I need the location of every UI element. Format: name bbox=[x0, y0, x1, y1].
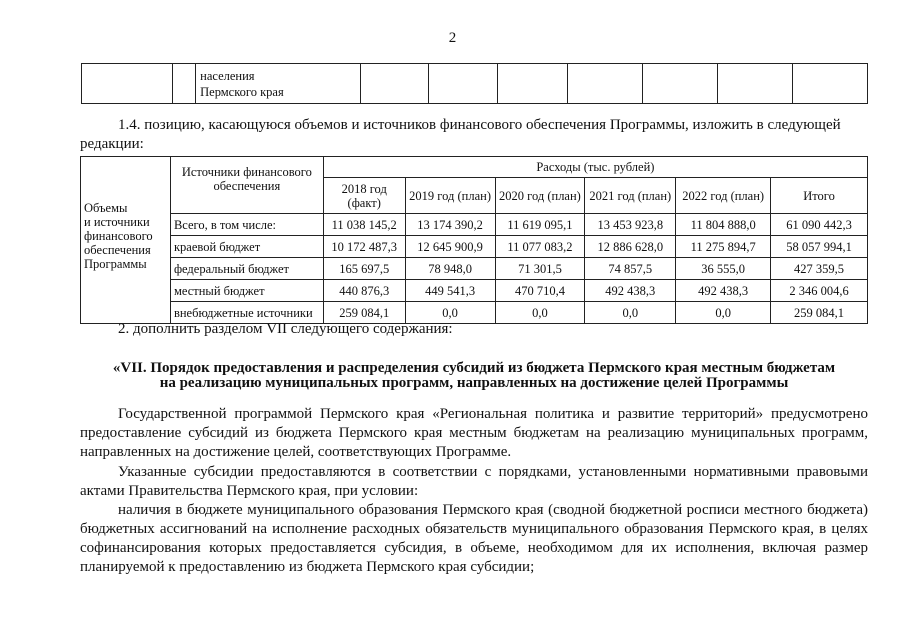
item-1-4-paragraph bbox=[80, 116, 868, 135]
financing-table bbox=[80, 156, 868, 324]
cell-text-line: Пермского края bbox=[200, 85, 284, 99]
table-row bbox=[81, 280, 868, 302]
cell-text-line: населения bbox=[200, 69, 255, 83]
table-cell: 13 453 923,8 bbox=[585, 214, 676, 236]
table-row bbox=[81, 214, 868, 236]
table-row bbox=[81, 258, 868, 280]
table-cell bbox=[429, 64, 498, 104]
row-header-line: Программы bbox=[84, 257, 147, 271]
column-header: 2020 год (план) bbox=[495, 178, 585, 214]
table-cell bbox=[642, 64, 717, 104]
table-cell bbox=[717, 64, 792, 104]
row-label: внебюджетные источники bbox=[170, 302, 323, 324]
table-cell: 0,0 bbox=[405, 302, 495, 324]
table-cell: 12 645 900,9 bbox=[405, 236, 495, 258]
row-header-line: и источники bbox=[84, 215, 150, 229]
column-header: 2019 год (план) bbox=[405, 178, 495, 214]
table-cell: 11 038 145,2 bbox=[323, 214, 405, 236]
paragraph-2: Указанные субсидии предоставляются в соответствии с порядками, установленными нормативными правовыми актами Правительства Пермского края, при условии: bbox=[80, 464, 868, 499]
table-cell: 259 084,1 bbox=[771, 302, 868, 324]
sources-header-cell bbox=[170, 157, 323, 214]
table-cell bbox=[173, 64, 196, 104]
table-cell: 492 438,3 bbox=[676, 280, 771, 302]
table-cell: 71 301,5 bbox=[495, 258, 585, 280]
table-cell: 12 886 628,0 bbox=[585, 236, 676, 258]
table-cell: 2 346 004,6 bbox=[771, 280, 868, 302]
table-cell: 0,0 bbox=[676, 302, 771, 324]
table-cell bbox=[567, 64, 642, 104]
expenses-header: Расходы (тыс. рублей) bbox=[323, 157, 867, 178]
column-header: 2022 год (план) bbox=[676, 178, 771, 214]
item-2-paragraph: 2. дополнить разделом VII следующего содержания: bbox=[118, 321, 453, 337]
table-cell: 11 619 095,1 bbox=[495, 214, 585, 236]
table-cell: 259 084,1 bbox=[323, 302, 405, 324]
row-label: местный бюджет bbox=[170, 280, 323, 302]
section-heading-line1: «VII. Порядок предоставления и распределения субсидий из бюджета Пермского края местным бюджетам bbox=[112, 360, 836, 376]
sources-header-line: Источники финансового bbox=[181, 165, 312, 179]
row-header-cell bbox=[81, 157, 171, 324]
item-1-4-line2: редакции: bbox=[80, 136, 144, 152]
column-header: 2021 год (план) bbox=[585, 178, 676, 214]
year-header-line: 2018 год bbox=[341, 181, 387, 196]
table-cell: 11 077 083,2 bbox=[495, 236, 585, 258]
section-heading-line2: на реализацию муниципальных программ, направленных на достижение целей Программы bbox=[159, 375, 789, 391]
table-cell bbox=[498, 64, 567, 104]
table-cell: 11 275 894,7 bbox=[676, 236, 771, 258]
row-header-line: Объемы bbox=[84, 201, 128, 215]
table-cell: 61 090 442,3 bbox=[771, 214, 868, 236]
table-cell: 13 174 390,2 bbox=[405, 214, 495, 236]
row-header-line: финансового bbox=[84, 229, 153, 243]
row-label: краевой бюджет bbox=[170, 236, 323, 258]
column-header: Итого bbox=[771, 178, 868, 214]
row-label: федеральный бюджет bbox=[170, 258, 323, 280]
table-cell: 0,0 bbox=[495, 302, 585, 324]
paragraph-3: наличия в бюджете муниципального образования Пермского края (сводной бюджетной росписи местного бюджета) бюджетных ассигнований на исполнение расходных обязательств муниципального образования Пермского края, в целях софинансирования которых предоставляется субсидия, в объеме, необходимом для их исполнения, включая размер планируемой к предоставлению из бюджета Пермского края субсидии; bbox=[80, 502, 868, 575]
previous-table-fragment bbox=[81, 63, 868, 104]
table-cell: 74 857,5 bbox=[585, 258, 676, 280]
paragraph-1: Государственной программой Пермского края «Региональная политика и развитие территорий» предусмотрено предоставление субсидий из бюджета Пермского края местным бюджетам на реализацию муниципальных программ, направленных на достижение целей, соответствующих Программе. bbox=[80, 406, 868, 460]
year-header-line: (факт) bbox=[347, 195, 381, 210]
item-1-4-line1: 1.4. позицию, касающуюся объемов и источников финансового обеспечения Программы, изложить в следующей bbox=[118, 117, 841, 133]
year-2018-header bbox=[323, 178, 405, 214]
table-cell: 492 438,3 bbox=[585, 280, 676, 302]
table-cell: 36 555,0 bbox=[676, 258, 771, 280]
table-cell bbox=[792, 64, 867, 104]
row-header-line: обеспечения bbox=[84, 243, 151, 257]
page-number: 2 bbox=[448, 30, 457, 46]
table-cell: 165 697,5 bbox=[323, 258, 405, 280]
table-cell bbox=[82, 64, 173, 104]
table-cell bbox=[196, 64, 361, 104]
table-cell: 11 804 888,0 bbox=[676, 214, 771, 236]
table-cell: 0,0 bbox=[585, 302, 676, 324]
table-cell bbox=[361, 64, 429, 104]
table-cell: 470 710,4 bbox=[495, 280, 585, 302]
row-label: Всего, в том числе: bbox=[170, 214, 323, 236]
table-cell: 78 948,0 bbox=[405, 258, 495, 280]
table-row bbox=[81, 236, 868, 258]
table-cell: 440 876,3 bbox=[323, 280, 405, 302]
sources-header-line: обеспечения bbox=[213, 179, 281, 193]
table-cell: 10 172 487,3 bbox=[323, 236, 405, 258]
table-cell: 58 057 994,1 bbox=[771, 236, 868, 258]
table-cell: 427 359,5 bbox=[771, 258, 868, 280]
table-cell: 449 541,3 bbox=[405, 280, 495, 302]
